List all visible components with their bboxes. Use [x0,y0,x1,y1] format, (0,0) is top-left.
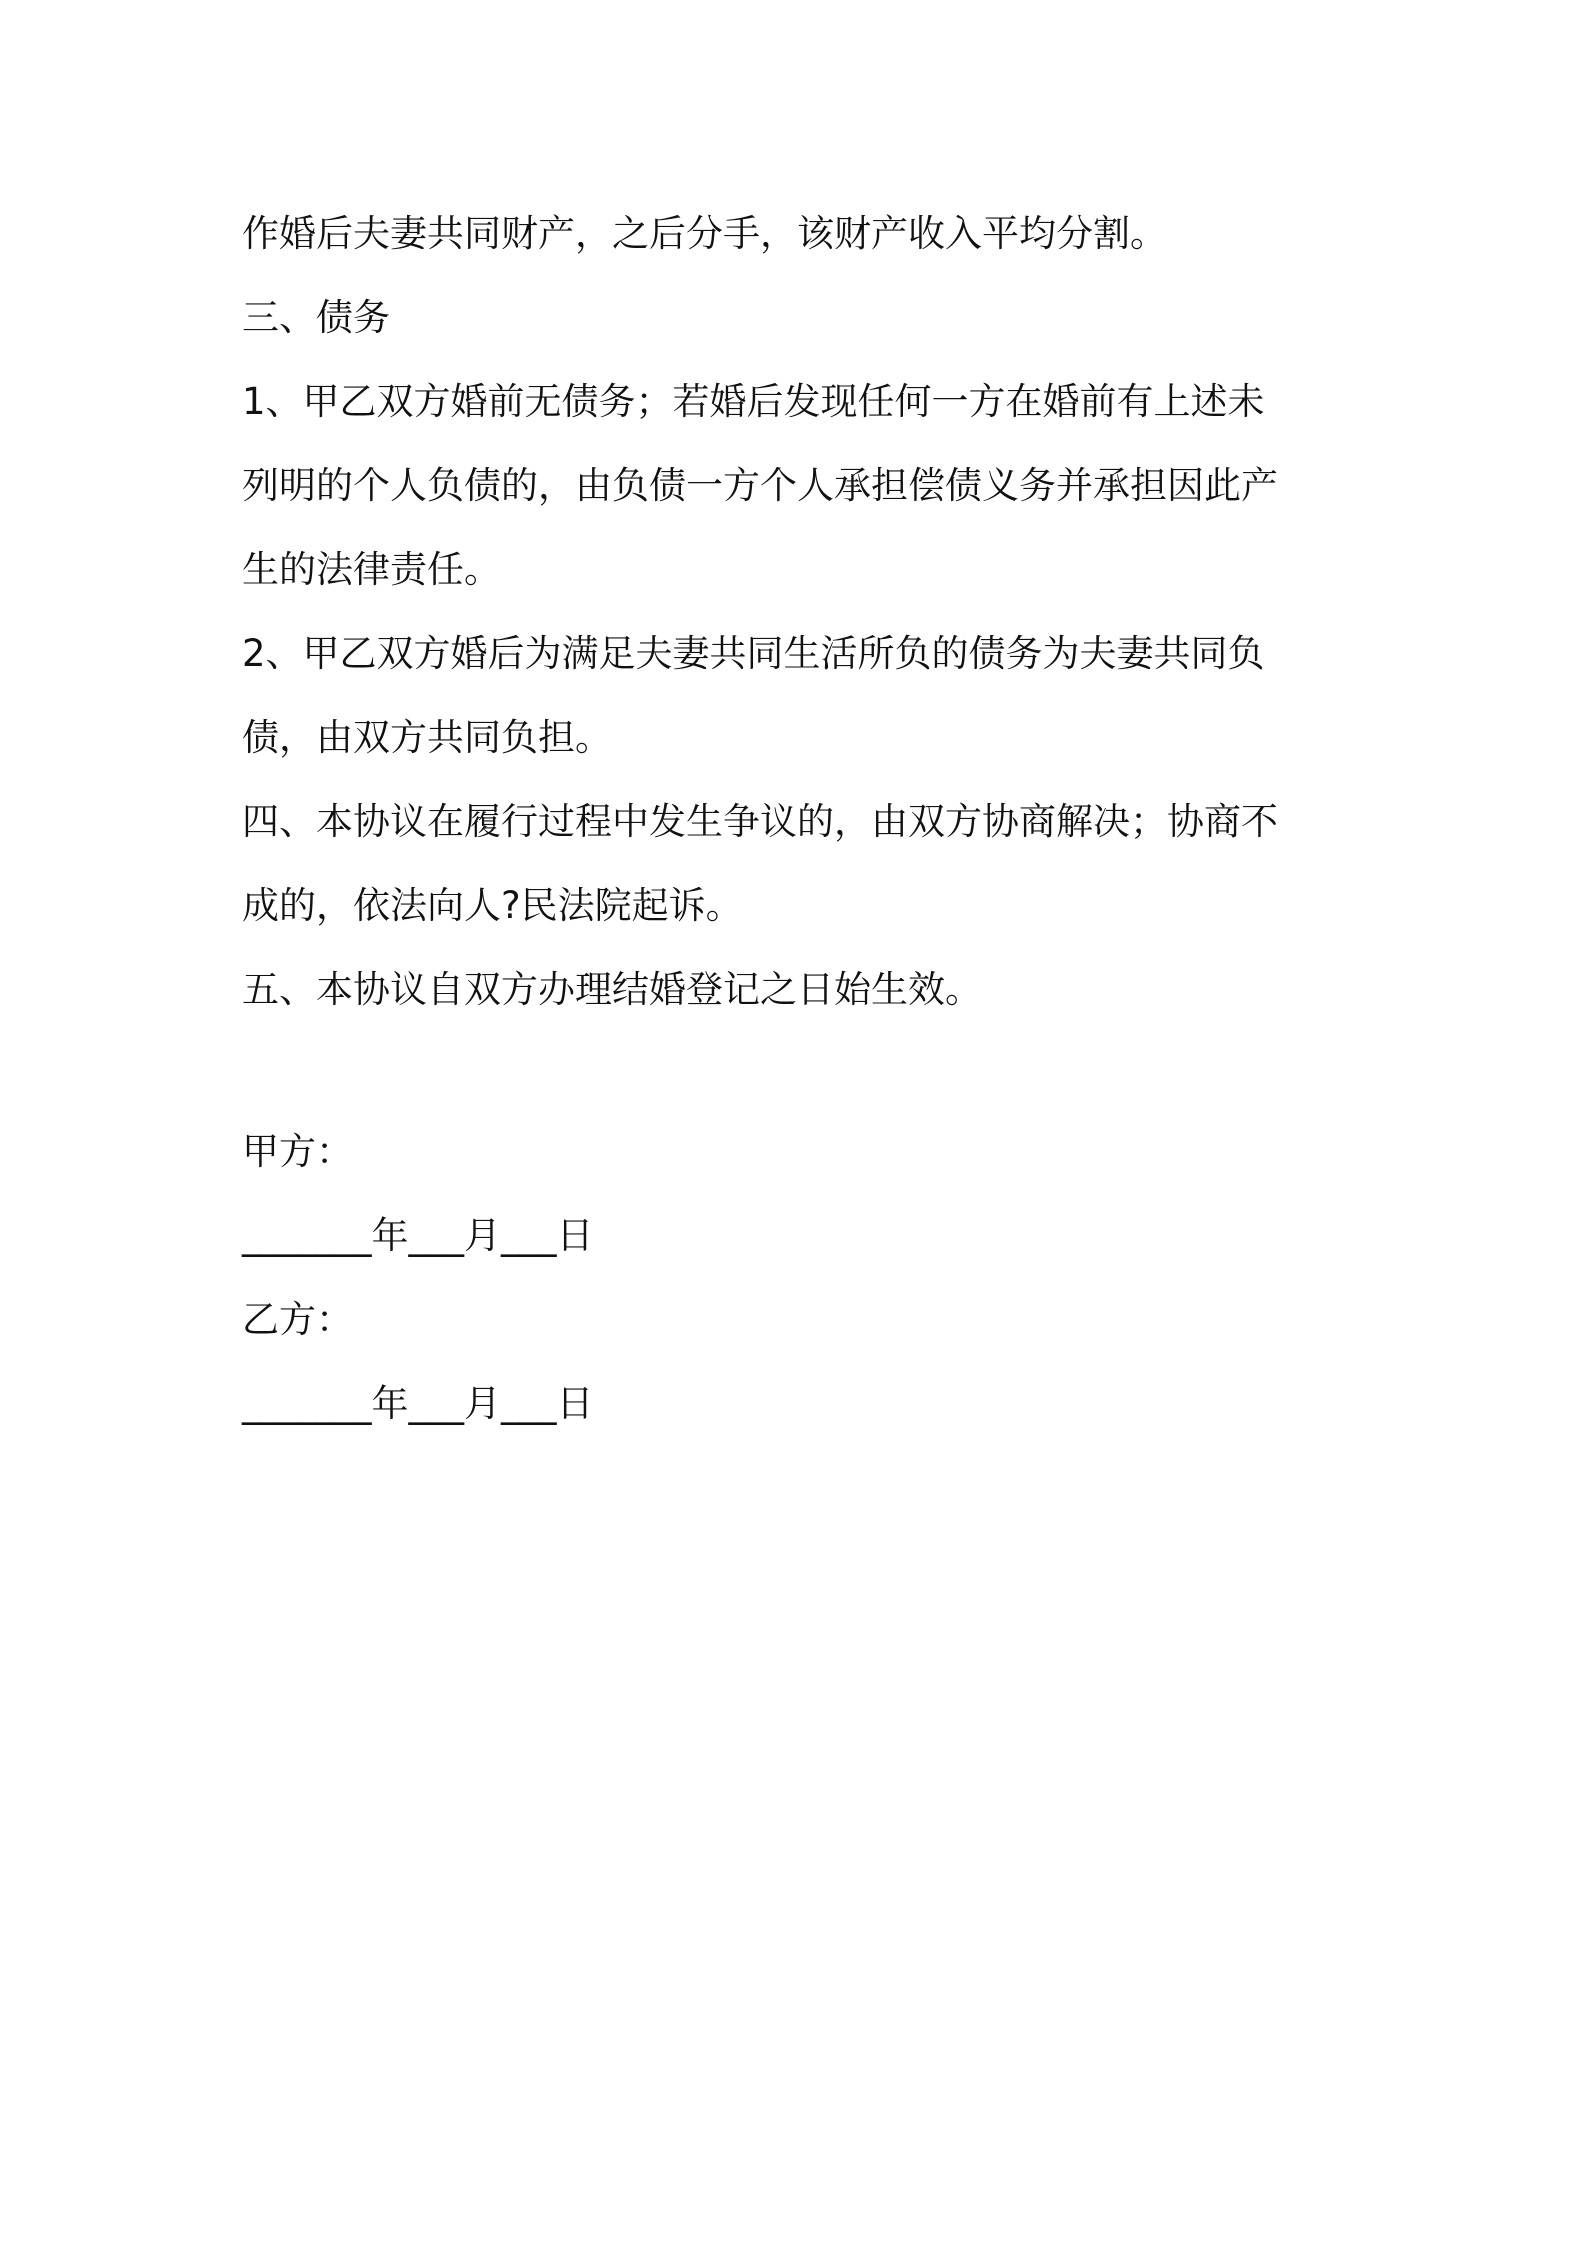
paragraph-line: 生的法律责任。 [242,548,501,591]
paragraph-line: 成的，依法向人?民法院起诉。 [242,884,743,927]
paragraph-line: 债，由双方共同负担。 [242,716,612,759]
paragraph-line: 列明的个人负债的，由负债一方个人承担偿债义务并承担因此产 [242,464,1278,507]
party-b-date-line: _______年___月___日 [242,1382,594,1425]
paragraph-line: 五、本协议自双方办理结婚登记之日始生效。 [242,968,982,1011]
agreement-body [242,192,1362,1032]
signature-block [242,1110,1042,1446]
section-heading-debts: 三、债务 [242,296,390,339]
paragraph-line: 2、甲乙双方婚后为满足夫妻共同生活所负的债务为夫妻共同负 [242,632,1265,675]
party-a-label: 甲方： [242,1130,353,1173]
paragraph-line: 作婚后夫妻共同财产，之后分手，该财产收入平均分割。 [242,212,1167,255]
party-b-label: 乙方： [242,1298,353,1341]
paragraph-line: 1、甲乙双方婚前无债务；若婚后发现任何一方在婚前有上述未 [242,380,1265,423]
paragraph-line: 四、本协议在履行过程中发生争议的，由双方协商解决；协商不 [242,800,1278,843]
party-a-date-line: _______年___月___日 [242,1214,594,1257]
